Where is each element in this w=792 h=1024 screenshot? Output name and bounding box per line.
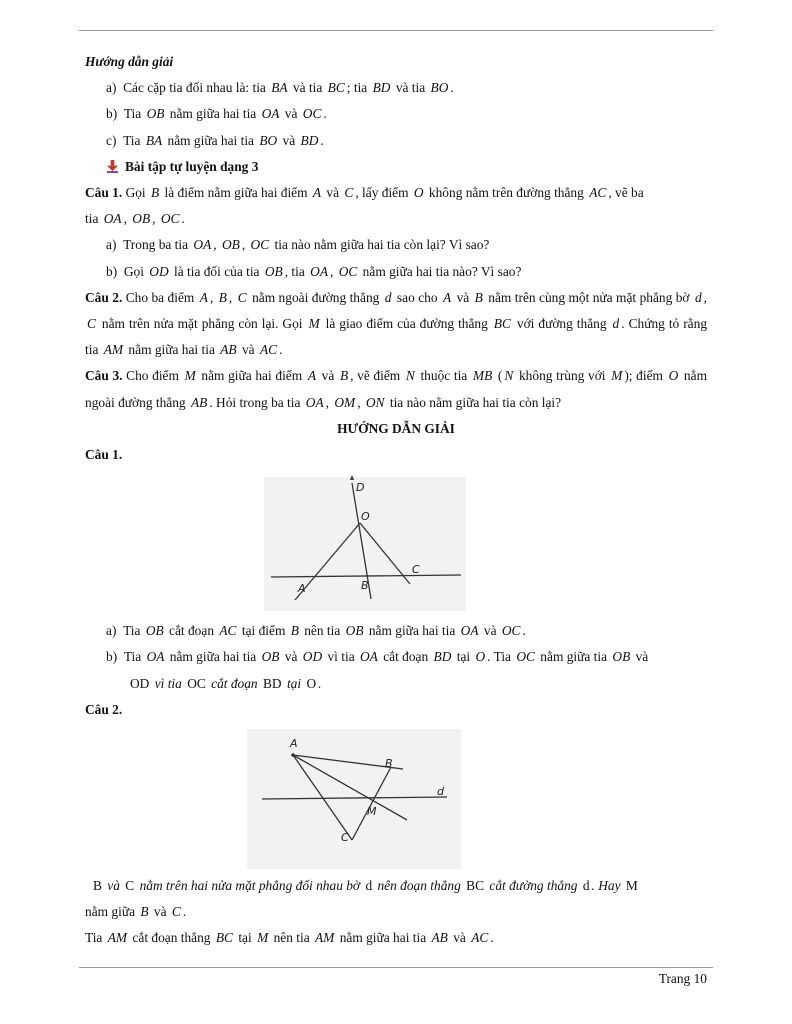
math-symbol: OM [334,394,356,410]
text-run: vì tia [324,649,358,665]
math-symbol: OB [145,623,164,639]
math-symbol: d [694,289,702,305]
figure-1-diagram [85,468,707,618]
q1-a [85,232,707,258]
text-run: tia [85,211,102,227]
text-run: thuộc tia [416,368,471,384]
math-symbol: A [307,368,316,384]
ans1-b-line1 [85,644,707,670]
text-run: và tia [289,80,326,96]
figure-1 [85,468,707,618]
text-run: B [93,878,102,894]
text-run: . Chứng tỏ rằng tia [85,316,708,358]
math-symbol: M [308,316,320,332]
text-run: tại điểm [238,623,289,639]
math-symbol: OB [612,649,631,665]
text-run: d [582,878,590,894]
heading-answers [85,416,707,442]
text-run: tại [453,649,474,665]
math-symbol: B [218,289,227,305]
q1-text: là điểm nằm giữa hai điểm [161,185,311,201]
math-symbol: OA [146,649,165,665]
math-B: B [151,185,160,201]
text-run: tại [234,930,256,946]
math-symbol: OC [160,211,180,227]
text-run: nằm giữa hai tia [164,132,258,148]
text-run: ( [494,368,503,384]
q1-b [85,259,707,285]
math-symbol: MB [472,368,493,384]
math-O: O [413,185,424,201]
header-rule [79,30,713,31]
math-symbol: AM [103,342,124,358]
ans1-label: Câu 1. [85,447,123,463]
text-run: cắt đoạn [379,649,432,665]
label-A: A [290,737,298,751]
math-symbol: OA [103,211,122,227]
text-run: nằm ngoài đường thẳng [85,368,707,410]
q2-label: Câu 2. [85,289,123,305]
text-run: nằm giữa hai tia [365,623,459,639]
text-run: ; tia [346,80,371,96]
math-symbol: M [184,368,196,384]
label-B: B [361,579,369,593]
text-run: và [150,904,170,920]
math-symbol: nên đoạn thẳng [374,878,465,894]
text-run: nằm giữa hai tia [166,106,260,122]
q1-text: , vẽ ba [608,185,644,201]
label-A: A [298,582,306,596]
math-symbol: OC [501,623,521,639]
text-run: , [123,211,131,227]
text-run: b) Tia [106,649,145,665]
math-symbol: OA [305,394,324,410]
sol-a [85,75,707,101]
math-symbol: O [668,368,679,384]
arrow-down-bullet-icon [106,160,119,173]
text-run: và [279,132,299,148]
text-run: và [238,342,258,358]
math-symbol: OC [250,237,270,253]
math-symbol: BC [215,930,233,946]
math-symbol: C [237,289,247,305]
text-run: với đường thẳng [512,316,611,332]
text-run: nằm trên cùng một nửa mặt phẳng bờ [484,289,693,305]
text-run: nằm giữa [85,904,139,920]
text-run: tia nào nằm giữa hai tia còn lại? Vì sao? [271,237,490,253]
math-symbol: A [442,289,452,305]
sol-c [85,128,707,154]
math-symbol: AC [219,623,237,639]
text-run: cắt đoạn [165,623,218,639]
text-run: O [306,675,317,691]
text-run: Cho điểm [122,368,183,384]
text-run: a) Trong ba tia [106,237,192,253]
ans1-b-line2 [85,671,707,697]
label-D: D [356,481,365,495]
math-symbol: N [504,368,514,384]
text-run: , [213,237,220,253]
q1-text: và [323,185,343,201]
text-run: nằm giữa tia [536,649,611,665]
text-run: . [522,623,526,639]
text-run: Cho ba điểm [122,289,198,305]
math-symbol: ON [365,394,385,410]
text-run: d [365,878,373,894]
math-symbol: AB [190,394,208,410]
math-symbol: OC [302,106,322,122]
math-symbol: B [474,289,483,305]
q3-label: Câu 3. [85,368,123,384]
text-run: ); điểm [624,368,667,384]
q2 [85,285,707,364]
text-run: a) Tia [106,623,144,639]
math-symbol: tại [283,675,305,691]
section-title: Bài tập tự luyện dạng 3 [125,158,259,174]
text-run: nằm giữa hai tia nào? Vì sao? [359,263,522,279]
text-run: nằm giữa hai tia [336,930,430,946]
ans2-label-row [85,697,707,723]
text-run: nằm ngoài đường thẳng [248,289,383,305]
text-run: . [323,106,327,122]
math-symbol: OA [460,623,479,639]
q1-text: , lấy điểm [355,185,412,201]
text-run: . [279,342,283,358]
label-d: d [437,785,444,799]
q2-body [85,290,707,357]
q3-body [85,368,707,409]
math-symbol: BA [145,132,163,148]
text-run: BC [466,878,485,894]
text-run: b) Tia [106,106,145,122]
text-run: . [320,132,324,148]
math-symbol: BD [300,132,319,148]
math-symbol: AC [471,930,489,946]
text-run: và tia [392,80,429,96]
math-symbol: B [140,904,149,920]
ans1-label-row [85,442,707,468]
math-symbol: cắt đoạn [207,675,261,691]
text-run: , [209,289,217,305]
ans2-p3 [85,925,707,951]
q3 [85,363,707,415]
text-run: . [450,80,454,96]
math-symbol: OB [146,106,165,122]
math-symbol: OB [264,263,283,279]
heading-answers-text: HƯỚNG DẪN GIẢI [337,420,455,436]
text-run: nằm giữa hai tia [166,649,260,665]
footer-rule [79,967,713,968]
math-symbol: OD [302,649,323,665]
math-A: A [312,185,322,201]
math-symbol: OC [338,263,358,279]
math-symbol: OD [149,263,169,279]
ans1-a [85,618,707,644]
text-run: . [490,930,494,946]
math-symbol: AM [107,930,128,946]
text-run: , [357,394,364,410]
text-run: OD [130,675,150,691]
text-run: , [152,211,159,227]
text-run: . [182,904,187,920]
text-run: , [228,289,236,305]
math-symbol: OB [132,211,151,227]
ans2-p1 [93,873,707,899]
text-run: M [625,878,638,894]
text-run: nằm giữa hai điểm [197,368,306,384]
text-run: , vẽ điểm [350,368,404,384]
figure-2-diagram [85,723,707,873]
math-symbol: OB [221,237,240,253]
page-number: Trang 10 [658,971,707,986]
text-run: nên tia [300,623,344,639]
math-symbol: N [405,368,415,384]
math-symbol: . Hay [591,878,624,894]
math-symbol: cắt đường thẳng [486,878,581,894]
math-symbol: M [257,930,269,946]
text-run: , [325,394,333,410]
math-symbol: OB [261,649,280,665]
ans2-label: Câu 2. [85,701,123,717]
label-C: C [341,831,349,845]
text-run: tia nào nằm giữa hai tia còn lại? [386,394,562,410]
math-symbol: BC [327,80,345,96]
math-symbol: C [171,904,181,920]
math-symbol: AM [315,930,335,946]
text-run: sao cho [393,289,441,305]
page-content [85,49,707,952]
text-run: là giao điểm của đường thẳng [321,316,492,332]
text-run: . Tia [487,649,515,665]
text-run: là tia đối của tia [170,263,263,279]
math-symbol: vì tia [151,675,186,691]
sol-b [85,101,707,127]
heading-solution: Hướng dẫn giải [85,54,174,69]
q1-line1 [85,180,707,206]
text-run: , tia [284,263,309,279]
math-symbol: A [199,289,208,305]
math-symbol: OA [359,649,378,665]
q1-label: Câu 1. [85,185,123,201]
text-run: và [632,649,649,665]
math-symbol: AB [431,930,448,946]
text-run: nằm trên nửa mặt phẳng còn lại. Gọi [97,316,307,332]
text-run: và [453,289,473,305]
label-C: C [412,563,420,577]
math-symbol: AB [220,342,237,358]
math-symbol: BO [259,132,278,148]
math-symbol: và [103,878,124,894]
math-symbol: BA [271,80,288,96]
text-run: và [281,649,301,665]
math-symbol: B [290,623,299,639]
math-symbol: B [339,368,349,384]
text-run: . [181,211,185,227]
math-symbol: OA [261,106,280,122]
q1-line2 [85,206,707,232]
math-symbol: BC [493,316,511,332]
math-symbol: C [87,316,96,332]
label-B: B [385,757,393,771]
math-symbol: OB [345,623,364,639]
text-run: OC [187,675,206,691]
text-run: cắt đoạn thẳng [129,930,214,946]
math-C: C [344,185,354,201]
text-run: nên tia [270,930,313,946]
text-run: không trùng với [515,368,610,384]
math-symbol: . [318,675,322,691]
math-symbol: M [611,368,623,384]
math-AC: AC [589,185,607,201]
q1-text: không nằm trên đường thẳng [425,185,588,201]
math-symbol: BO [430,80,449,96]
text-run: Tia [85,930,106,946]
text-run: . Hỏi trong ba tia [209,394,304,410]
text-run: và [318,368,338,384]
ans2-p2 [85,899,707,925]
text-run: c) Tia [106,132,144,148]
text-run: và [281,106,301,122]
text-run: , [330,263,337,279]
text-run: và [480,623,500,639]
text-run: nằm giữa hai tia [125,342,219,358]
text-run: , [703,289,707,305]
math-symbol: OA [193,237,212,253]
q1-text: Gọi [122,185,150,201]
section-title-row [85,154,707,180]
text-run: a) Các cặp tia đối nhau là: tia [106,80,270,96]
text-run: BD [262,675,282,691]
math-symbol: O [475,649,486,665]
text-run: và [449,930,470,946]
label-M: M [367,805,377,819]
math-symbol: BD [372,80,391,96]
text-run: b) Gọi [106,263,148,279]
math-symbol: nằm trên hai nửa mặt phẳng đối nhau bờ [136,878,364,894]
math-symbol: AC [259,342,278,358]
math-symbol: d [384,289,392,305]
math-symbol: OC [516,649,535,665]
text-run: , [241,237,249,253]
math-symbol: OA [310,263,329,279]
label-O: O [361,510,370,524]
figure-2 [85,723,707,873]
math-symbol: d [612,316,620,332]
math-symbol: BD [433,649,452,665]
text-run: C [125,878,135,894]
